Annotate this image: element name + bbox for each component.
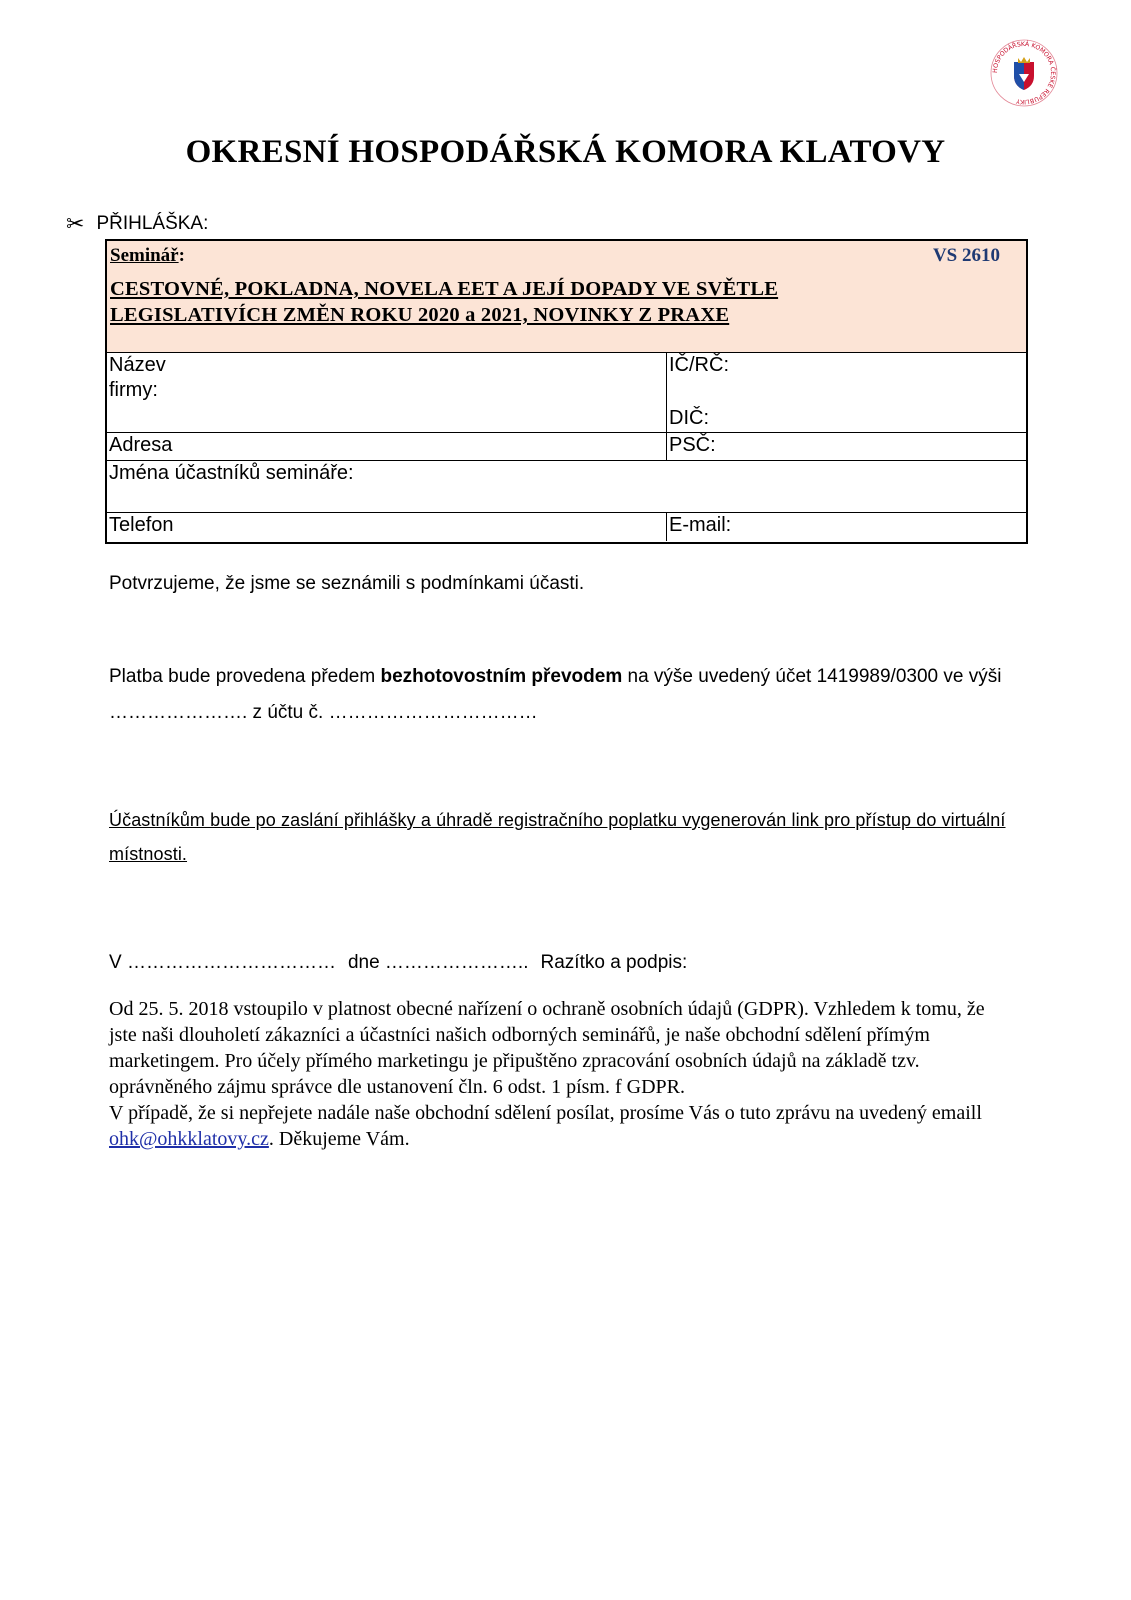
virtual-room-notice: Účastníkům bude po zaslání přihlášky a úhradě registračního poplatku vygenerován link pro přístup do virtuální místnosti. <box>109 810 1006 864</box>
form-row-address <box>107 432 1026 461</box>
gdpr-opt-out: V případě, že si nepřejete nadále naše obchodní sdělení posílat, prosíme Vás o tuto zprávu na uvedený emaill <box>109 1102 982 1124</box>
phone-field[interactable] <box>107 512 667 541</box>
signature-line <box>109 945 687 981</box>
address-label: Adresa <box>109 434 173 456</box>
signature-stamp: Razítko a podpis: <box>540 952 688 973</box>
company-name-field[interactable] <box>107 352 667 432</box>
address-field[interactable] <box>107 432 667 460</box>
psc-field[interactable] <box>667 432 1026 460</box>
ic-field[interactable] <box>667 352 1026 432</box>
gdpr-email-link[interactable]: ohk@ohkklatovy.cz <box>109 1128 269 1150</box>
page-title: OKRESNÍ HOSPODÁŘSKÁ KOMORA KLATOVY <box>185 134 946 170</box>
participants-label: Jména účastníků semináře: <box>109 462 354 484</box>
form-header <box>66 213 208 235</box>
form-header-label: PŘIHLÁŠKA: <box>96 213 209 234</box>
chamber-of-commerce-emblem-icon <box>989 38 1059 108</box>
payment-text-after: na výše uvedený účet 1419989/0300 ve výši …………………. z účtu č. …………………………… <box>109 666 1002 723</box>
confirm-text: Potvrzujeme, že jsme se seznámili s podmínkami účasti. <box>109 573 585 594</box>
payment-text-before: Platba bude provedena předem <box>109 666 381 687</box>
email-label: E-mail: <box>669 514 732 536</box>
gdpr-text: Od 25. 5. 2018 vstoupilo v platnost obecné nařízení o ochraně osobních údajů (GDPR). Vzhledem k tomu, že jste naši dlouholetí zákazníci a účastníci našich odborných seminářů, je naše obchodní sdělení přímým marketingem. Pro účely přímého marketingu je připuštěno zpracování osobních údajů na základě tzv. oprávněného zájmu správce dle ustanovení čln. 6 odst. 1 písm. f GDPR. <box>109 998 985 1098</box>
signature-place: V …………………………… <box>109 952 336 973</box>
seminar-header <box>107 241 1026 353</box>
ic-label: IČ/RČ: <box>669 354 729 376</box>
participants-field[interactable] <box>107 460 1026 512</box>
logo-ring-text: HOSPODÁŘSKÁ KOMORA ČESKÉ REPUBLIKY <box>991 40 1057 106</box>
gdpr-thanks: . Děkujeme Vám. <box>268 1128 410 1150</box>
seminar-code: VS 2610 <box>932 245 1000 266</box>
form-row-contact <box>107 512 1026 541</box>
registration-form <box>105 239 1028 544</box>
payment-text <box>109 659 1049 731</box>
scissors-icon: ✂ <box>66 211 85 236</box>
seminar-label-text: Seminář <box>110 245 179 266</box>
dic-label: DIČ: <box>669 407 709 429</box>
form-row-participants <box>107 460 1026 513</box>
company-name-label: Název firmy: <box>109 354 166 401</box>
email-field[interactable] <box>667 512 1026 541</box>
seminar-label-colon: : <box>178 245 185 266</box>
psc-label: PSČ: <box>669 434 716 456</box>
payment-method: bezhotovostním převodem <box>380 666 623 687</box>
signature-date: dne ………………….. <box>347 952 529 973</box>
seminar-label <box>110 245 185 267</box>
seminar-title: CESTOVNÉ, POKLADNA, NOVELA EET A JEJÍ DOPADY VE SVĚTLE LEGISLATIVÍCH ZMĚN ROKU 2020 a 2021, NOVINKY Z PRAXE <box>110 278 779 326</box>
gdpr-notice <box>109 996 1009 1152</box>
form-row-company <box>107 352 1026 433</box>
phone-label: Telefon <box>109 514 174 536</box>
